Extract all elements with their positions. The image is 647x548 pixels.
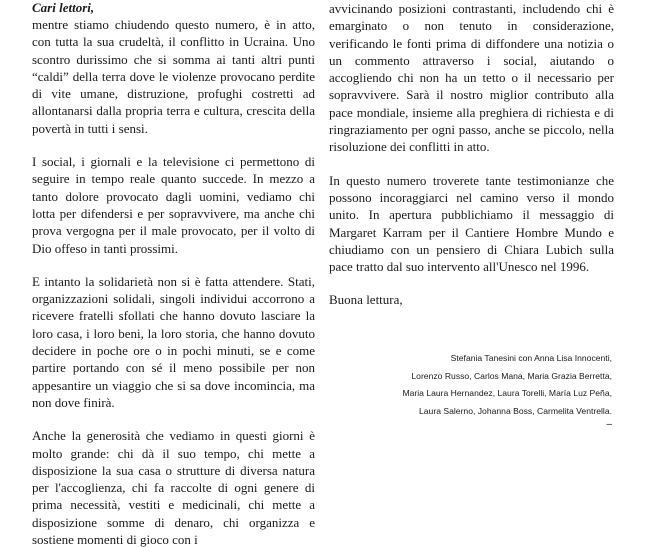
paragraph-social-media: I social, i giornali e la televisione ci permettono di seguire in tempo reale quanto succede. In mezzo a tanto dolore provocato dagli uomini, vediamo chi lotta per difendersi e per sopravvivere, ma anche chi prova vergogna per il male provocato, per il volto di Dio offeso in tanti prossimi. (32, 154, 315, 256)
signature-line: Laura Salerno, Johanna Boss, Carmelita Ventrella. (419, 405, 612, 416)
letter-left-column (32, 0, 315, 548)
signature-line: Lorenzo Russo, Carlos Mana, Maria Grazia Berretta, (411, 370, 612, 381)
paragraph-generosity: Anche la generosità che vediamo in questi giorni è molto grande: chi dà il suo tempo, chi mette a disposizione la sua casa o strutture di diversa natura per l'accoglienza, chi fa raccolte di ogni genere di prima necessità, vestiti e medicinali, chi mette a disposizione somme di denaro, chi organizza e sostiene momenti di gioco con i (32, 428, 315, 548)
paragraph-solidarity: E intanto la solidarietà non si è fatta attendere. Stati, organizzazioni solidali, singoli individui accorrono a ricevere fratelli sfollati che hanno dovuto lasciare la loro casa, i loro beni, la loro storia, che hanno dovuto decidere in poche ore o in pochi minuti, se e come partire portando con sé il meno possibile per non appesantire un viaggio che si sa dove incomincia, ma non dove finirà. (32, 273, 315, 410)
signature-line: Maria Laura Hernandez, Laura Torelli, María Luz Peña, (402, 388, 612, 399)
paragraph-this-issue: In questo numero troverete tante testimonianze che possono incoraggiarci nel camino verso il mondo unito. In apertura pubblichiamo il messaggio di Margaret Karram per il Cantiere Hombre Mundo e chiudiamo con un pensiero di Chiara Lubich sulla pace tratto dal suo intervento all'Unesco nel 1996. (329, 172, 614, 275)
closing-salutation: Buona lettura, (329, 292, 403, 308)
end-mark: – (606, 419, 612, 431)
letter-greeting: Cari lettori, (32, 0, 95, 15)
paragraph-conflict: mentre stiamo chiudendo questo numero, è in atto, con tutta la sua crudeltà, il conflitto in Ucraina. Uno scontro durissimo che si somma ai tanti altri punti “caldi” della terra dove le violenze provocano perdite di vite umane, distruzione, profughi costretti ad allontanarsi dalla propria terra e cultura, crescita della povertà in tutti i sensi. (32, 17, 315, 136)
paragraph-contribution: avvicinando posizioni contrastanti, includendo chi è emarginato o non tenuto in considerazione, verificando le fonti prima di diffondere una notizia o un commento attraverso i social, aiutando o accogliendo chi non ha un tetto o il necessario per sopravvivere. Sarà il nostro miglior contributo alla pace mondiale, insieme alla preghiera di richiesta e di ringraziamento per ogni passo, anche se piccolo, nella risoluzione dei conflitti in atto. (329, 1, 614, 155)
signature-block (329, 350, 612, 430)
signature-line: Stefania Tanesini con Anna Lisa Innocenti, (450, 353, 612, 363)
letter-right-column (329, 0, 614, 309)
